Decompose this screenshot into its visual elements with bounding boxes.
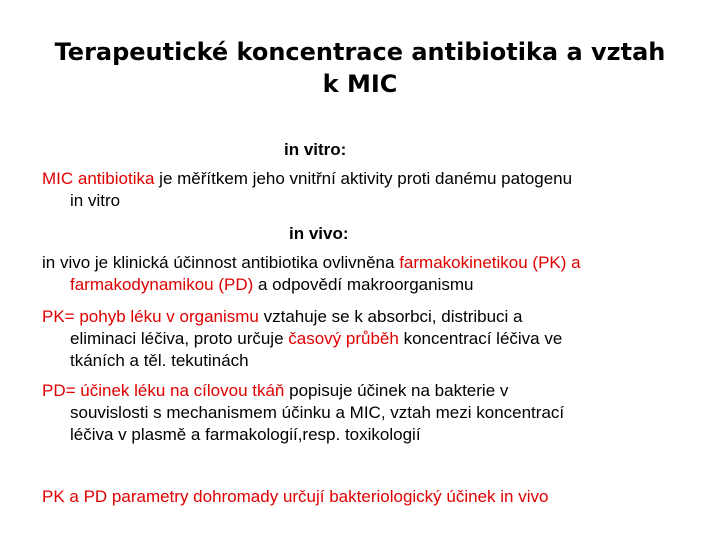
pk-text-4: tkáních a těl. tekutinách [70, 351, 249, 370]
slide-title [20, 36, 700, 100]
pd-definition: PD= účinek léku na cílovou tkáň [42, 381, 285, 400]
pk-definition: PK= pohyb léku v organismu [42, 307, 259, 326]
pd-text-3: léčiva v plasmě a farmakologií,resp. toxikologií [70, 425, 421, 444]
summary-line: PK a PD parametry dohromady určují bakteriologický účinek in vivo [42, 487, 549, 506]
farmakodynamika-term: farmakodynamikou (PD) [70, 275, 254, 294]
casovy-prubeh-term: časový průběh [288, 329, 399, 348]
in-vivo-paragraph [42, 252, 692, 296]
pk-paragraph [42, 306, 692, 372]
title-line-1: Terapeutické koncentrace antibiotika a vztah [54, 38, 666, 66]
pk-text-2: eliminaci léčiva, proto určuje [70, 329, 289, 348]
in-vivo-heading: in vivo: [289, 224, 349, 243]
pd-paragraph [42, 380, 692, 446]
farmakokinetika-term: farmakokinetikou (PK) a [399, 253, 581, 272]
pd-text-2: souvislosti s mechanismem účinku a MIC, vztah mezi koncentrací [70, 403, 565, 422]
mic-antibiotika-term: MIC antibiotika [42, 169, 155, 188]
in-vivo-text: in vivo je klinická účinnost antibiotika ovlivněna [42, 253, 400, 272]
pd-text: popisuje účinek na bakterie v [284, 381, 509, 400]
in-vitro-text-cont: in vitro [70, 191, 121, 210]
pk-text: vztahuje se k absorbci, distribuci a [258, 307, 523, 326]
in-vitro-paragraph [42, 168, 692, 212]
in-vitro-heading: in vitro: [284, 140, 347, 159]
in-vivo-text-cont: a odpovědí makroorganismu [253, 275, 474, 294]
pk-text-3: koncentrací léčiva ve [398, 329, 563, 348]
title-line-2: k MIC [322, 70, 398, 98]
in-vitro-text: je měřítkem jeho vnitřní aktivity proti danému patogenu [154, 169, 573, 188]
